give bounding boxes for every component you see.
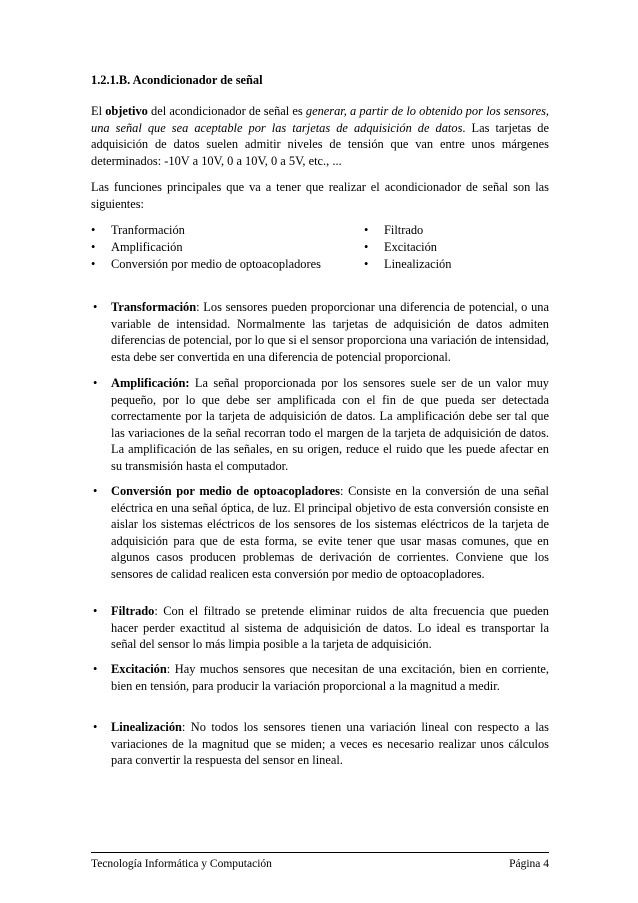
description-item-linealizacion: [91, 719, 549, 769]
item-text: La señal proporcionada por los sensores suele ser de un valor muy pequeño, por lo que debe ser amplificada con el fin de que pueda ser detectada correctamente por la tarjeta de adquisición de datos. La amplificación debe ser tal que las variaciones de la señal recorran todo el margen de la tarjeta de adquisición de datos. La amplificación de las señales, en su origen, reduce el ruido que les puede afectar en su transmisión hasta el computador.: [111, 376, 549, 473]
functions-intro-paragraph: Las funciones principales que va a tener que realizar el acondicionador de señal son las siguientes:: [91, 180, 549, 211]
bullet-icon: •: [93, 662, 98, 676]
list-item: [364, 239, 549, 256]
intro-text-2: del acondicionador de señal es: [147, 104, 306, 118]
footer-divider: [91, 852, 549, 853]
description-item-excitacion: [91, 661, 549, 694]
bullet-icon: •: [93, 484, 98, 498]
list-item-label: Amplificación: [111, 240, 183, 254]
function-list-right: [364, 222, 549, 273]
page-number: Página 4: [509, 858, 549, 870]
bullet-icon: •: [93, 604, 98, 618]
item-term: Linealización: [111, 720, 182, 734]
footer-title: Tecnología Informática y Computación: [91, 858, 272, 870]
item-text: : Con el filtrado se pretende eliminar ruidos de alta frecuencia que pueden hacer perder exactitud al sistema de adquisición de datos. Lo ideal es transportar la señal del sensor lo más limpia posible a la tarjeta de adquisición.: [111, 604, 549, 651]
list-item-label: Linealización: [384, 257, 452, 271]
bullet-icon: •: [91, 223, 96, 237]
list-item: [364, 222, 549, 239]
intro-text-1: El: [91, 104, 106, 118]
item-text: : Consiste en la conversión de una señal eléctrica en una señal óptica, de luz. El principal objetivo de esta conversión consiste en aislar los sistemas eléctricos de los sensores de los sistemas eléctricos de la tarjeta de adquisición para que de esta forma, se evite tener que usar masas comunes, que en algunos casos producen problemas de derivación de corrientes. Conviene que los sensores de calidad realicen esta conversión por medio de optoacopladores.: [111, 484, 549, 581]
bullet-icon: •: [93, 720, 98, 734]
bullet-icon: •: [364, 257, 369, 271]
item-text: : No todos los sensores tienen una variación lineal con respecto a las variaciones de la magnitud que se miden; a veces es necesario realizar unos cálculos para convertir la respuesta del sensor en lineal.: [111, 720, 549, 767]
bullet-icon: •: [91, 240, 96, 254]
list-item-label: Filtrado: [384, 223, 424, 237]
intro-text-3: . Las tarjetas de adquisición de datos suelen admitir niveles de tensión que van entre unos márgenes determinados: -10V a 10V, 0 a 10V, 0 a 5V, etc., ...: [91, 120, 549, 168]
bullet-icon: •: [364, 223, 369, 237]
item-term: Transformación: [111, 300, 197, 314]
intro-bold-objetivo: objetivo: [105, 104, 148, 118]
list-item-label: Excitación: [384, 240, 437, 254]
list-item: [364, 256, 549, 273]
function-list-left: [91, 222, 361, 273]
bullet-icon: •: [364, 240, 369, 254]
intro-paragraph: [91, 103, 549, 169]
list-item-label: Tranformación: [111, 223, 185, 237]
bullet-icon: •: [93, 300, 98, 314]
description-item-filtrado: [91, 603, 549, 653]
item-term: Conversión por medio de optoacopladores: [111, 484, 340, 498]
description-item-amplificacion: [91, 375, 549, 474]
description-item-transformacion: [91, 299, 549, 365]
list-item: [91, 256, 361, 273]
bullet-icon: •: [93, 376, 98, 390]
bullet-icon: •: [91, 257, 96, 271]
item-term: Excitación: [111, 662, 167, 676]
list-item: [91, 222, 361, 239]
list-item-label: Conversión por medio de optoacopladores: [111, 257, 321, 271]
item-term: Filtrado: [111, 604, 155, 618]
description-item-conversion: [91, 483, 549, 582]
item-text: : Hay muchos sensores que necesitan de una excitación, bien en corriente, bien en tensión, para producir la variación proporcional a la magnitud a medir.: [111, 662, 549, 693]
list-item: [91, 239, 361, 256]
section-heading: 1.2.1.B. Acondicionador de señal: [91, 73, 263, 87]
item-term: Amplificación:: [111, 376, 190, 390]
item-text: : Los sensores pueden proporcionar una diferencia de potencial, o una variable de intensidad. Normalmente las tarjetas de adquisición de datos admiten diferencias de potencial, por lo que si el sensor proporciona una variación de intensidad, esta debe ser convertida en una diferencia de potencial proporcional.: [111, 300, 549, 364]
intro-italic: generar, a partir de lo obtenido por los sensores, una señal que sea aceptable por las tarjetas de adquisición de datos: [91, 104, 550, 135]
